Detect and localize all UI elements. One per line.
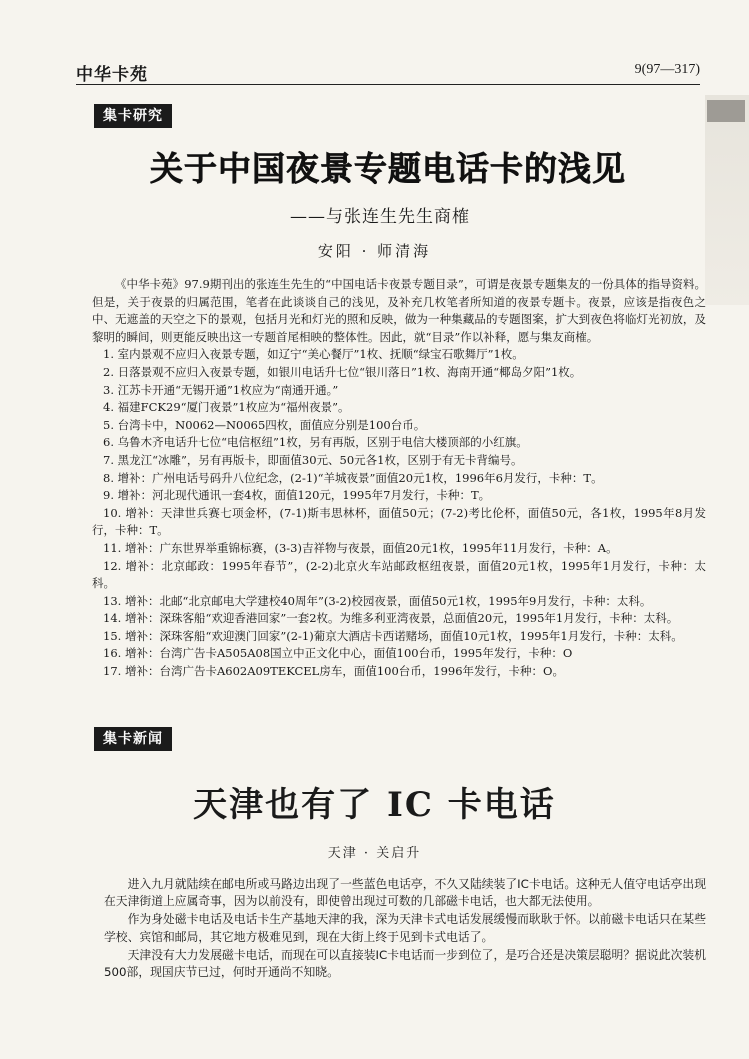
list-item-text: 增补：广州电话号码升八位纪念，(2-1)“羊城夜景”面值20元1枚，1996年6月发行，卡种：T。 xyxy=(117,470,603,485)
list-item-text: 增补：深珠客船“欢迎澳门回家”(2-1)葡京大酒店卡西诺赌场，面值10元1枚，1995年1月发行，卡种：太科。 xyxy=(124,628,683,643)
list-item xyxy=(92,470,706,488)
list-item-number: 2. xyxy=(103,364,114,379)
list-item-number: 6. xyxy=(103,435,114,450)
article2-body xyxy=(104,876,706,982)
list-item-number: 1. xyxy=(103,347,114,362)
list-item-number: 10. xyxy=(103,505,122,520)
list-item-number: 16. xyxy=(103,646,122,661)
list-item-number: 13. xyxy=(103,593,122,608)
list-item xyxy=(92,628,706,646)
list-item-number: 15. xyxy=(103,628,122,643)
list-item xyxy=(92,434,706,452)
list-item-text: 台湾卡中，N0062—N0065四枚，面值应分别是100台币。 xyxy=(117,417,426,432)
list-item-number: 3. xyxy=(103,382,114,397)
list-item-text: 增补：北邮“北京邮电大学建校40周年”(3-2)校园夜景，面值50元1枚，1995年9月发行，卡种：太科。 xyxy=(124,593,652,608)
article1-body xyxy=(92,276,706,681)
list-item-text: 日落景观不应归入夜景专题，如银川电话升七位“银川落日”1枚、海南开通“椰岛夕阳”1枚。 xyxy=(117,364,582,379)
article1-item-list xyxy=(92,346,706,680)
list-item xyxy=(92,593,706,611)
section-tag-news: 集卡新闻 xyxy=(94,727,172,751)
list-item-text: 增补：天津世兵赛七项金杯，(7-1)斯韦思林杯，面值50元；(7-2)考比伦杯，面值50元，各1枚，1995年8月发行，卡种：T。 xyxy=(92,505,707,538)
issue-number: 9(97—317) xyxy=(634,62,700,77)
list-item xyxy=(92,558,706,593)
article1-byline: 安阳 · 师清海 xyxy=(317,242,432,260)
article1-subtitle: ——与张连生先生商榷 xyxy=(290,207,470,227)
list-item xyxy=(92,399,706,417)
list-item-number: 14. xyxy=(103,611,122,626)
list-item xyxy=(92,346,706,364)
list-item xyxy=(92,364,706,382)
list-item xyxy=(92,505,706,540)
list-item xyxy=(92,452,706,470)
article1-intro: 《中华卡苑》97.9期刊出的张连生先生的“中国电话卡夜景专题目录”，可谓是夜景专题集友的一份具体的指导资料。但是，关于夜景的归属范围，笔者在此谈谈自己的浅见，及补充几枚笔者所知道的夜景专题卡。夜景，应该是指夜色之中、无遮盖的天空之下的景观，包括月光和灯光的照和反映，做为一种集藏品的专题图案，扩大到夜色将临灯光初放，及黎明的瞬间，则更能反映出这一专题首尾相映的整体性。因此，就“目录”作以补释，愿与集友商榷。 xyxy=(92,277,706,344)
list-item-text: 江苏卡开通“无锡开通”1枚应为“南通开通。” xyxy=(117,382,339,397)
list-item xyxy=(92,382,706,400)
article1-title: 关于中国夜景专题电话卡的浅见 xyxy=(150,149,626,188)
adjacent-page-edge xyxy=(705,95,749,305)
article2-byline: 天津 · 关启升 xyxy=(327,846,422,861)
list-item-text: 增补：台湾广告卡A505A08国立中正文化中心，面值100台币，1995年发行，卡种：O xyxy=(124,646,573,661)
list-item-number: 12. xyxy=(103,558,122,573)
list-item xyxy=(92,645,706,663)
list-item-text: 黑龙江“冰雕”，另有再版卡，即面值30元、50元各1枚，区别于有无卡背编号。 xyxy=(117,452,523,467)
list-item-text: 增补：台湾广告卡A602A09TEKCEL房车，面值100台币，1996年发行，卡种：O。 xyxy=(124,664,564,679)
list-item-text: 增补：深珠客船“欢迎香港回家”一套2枚。为维多利亚湾夜景，总面值20元，1995年1月发行，卡种：太科。 xyxy=(124,611,679,626)
list-item xyxy=(92,540,706,558)
list-item-text: 乌鲁木齐电话升七位“电信枢纽”1枚，另有再版，区别于电信大楼顶部的小红旗。 xyxy=(117,435,528,450)
list-item-text: 福建FCK29“厦门夜景”1枚应为“福州夜景”。 xyxy=(117,400,350,415)
list-item-number: 17. xyxy=(103,664,122,679)
list-item-text: 增补：河北现代通讯一套4枚，面值120元，1995年7月发行，卡种：T。 xyxy=(117,488,491,503)
list-item-number: 5. xyxy=(103,417,114,432)
article2-title: 天津也有了 IC 卡电话 xyxy=(193,785,556,825)
adjacent-page-tag xyxy=(707,100,745,122)
list-item-text: 室内景观不应归入夜景专题，如辽宁“美心餐厅”1枚、抚顺“绿宝石歌舞厅”1枚。 xyxy=(117,347,524,362)
list-item-number: 11. xyxy=(103,540,122,555)
article2-paragraph: 作为身处磁卡电话及电话卡生产基地天津的我，深为天津卡式电话发展缓慢而耿耿于怀。以前磁卡电话只在某些学校、宾馆和邮局，其它地方极难见到，现在大街上终于见到卡式电话了。 xyxy=(104,912,706,944)
list-item-number: 4. xyxy=(103,400,114,415)
list-item-text: 增补：广东世界举重锦标赛，(3-3)吉祥物与夜景，面值20元1枚，1995年11月发行，卡种：A。 xyxy=(124,540,618,555)
list-item-text: 增补：北京邮政：1995年春节”，(2-2)北京火车站邮政枢纽夜景，面值20元1枚，1995年1月发行，卡种：太科。 xyxy=(92,558,707,591)
list-item xyxy=(92,663,706,681)
section-tag-research: 集卡研究 xyxy=(94,104,172,128)
list-item xyxy=(92,417,706,435)
article2-paragraph: 天津没有大力发展磁卡电话，而现在可以直接装IC卡电话而一步到位了，是巧合还是决策层聪明？据说此次装机500部，现国庆节已过，何时开通尚不知晓。 xyxy=(104,947,706,980)
list-item-number: 9. xyxy=(103,488,114,503)
list-item xyxy=(92,610,706,628)
article2-paragraph: 进入九月就陆续在邮电所或马路边出现了一些蓝色电话亭，不久又陆续装了IC卡电话。这种无人值守电话亭出现在天津街道上应属奇事，因为以前没有，即使曾出现过可数的几部磁卡电话，也大都无法使用。 xyxy=(104,877,706,909)
running-head xyxy=(76,60,700,85)
list-item-number: 7. xyxy=(103,452,114,467)
list-item-number: 8. xyxy=(103,470,114,485)
journal-name: 中华卡苑 xyxy=(76,65,148,85)
list-item xyxy=(92,487,706,505)
